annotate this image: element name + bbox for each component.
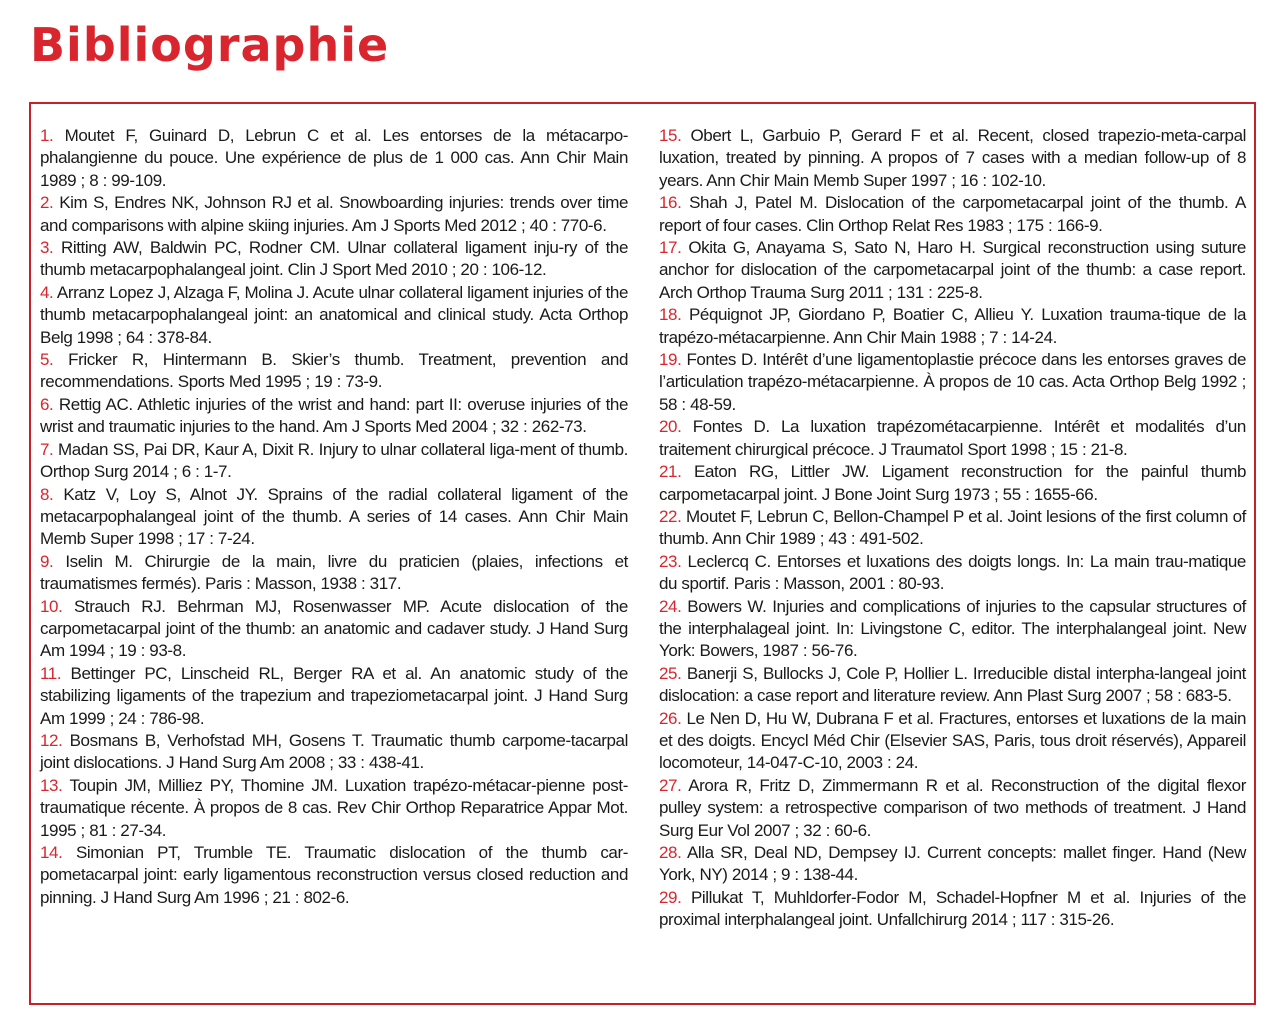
reference-item xyxy=(659,708,1246,775)
reference-text: Madan SS, Pai DR, Kaur A, Dixit R. Injury to ulnar collateral liga-ment of thumb. Orthop Surg 2014 ; 6 : 1-7. xyxy=(40,439,628,482)
reference-text: Eaton RG, Littler JW. Ligament reconstruction for the painful thumb carpometacarpal joint. J Bone Joint Surg 1973 ; 55 : 1655-66. xyxy=(659,462,1247,504)
reference-number: 5. xyxy=(40,350,54,370)
reference-text: Pillukat T, Muhldorfer-Fodor M, Schadel-Hopfner M et al. Injuries of the proximal interphalangeal joint. Unfallchirurg 2014 ; 117 : 315-26. xyxy=(659,887,1246,930)
reference-item xyxy=(40,349,628,394)
reference-number: 8. xyxy=(40,484,54,504)
reference-text: Arranz Lopez J, Alzaga F, Molina J. Acute ulnar collateral ligament injuries of the thumb metacarpophalangeal joint: an anatomical and clinical study. Acta Orthop Belg 1998 ; 64 : 378-84. xyxy=(40,282,628,347)
bibliography-column-left xyxy=(40,125,628,909)
reference-number: 29. xyxy=(659,887,682,907)
reference-text: Toupin JM, Milliez PY, Thomine JM. Luxation trapézo-métacar-pienne post-traumatique récente. À propos de 8 cas. Rev Chir Orthop Reparatrice Appar Mot. 1995 ; 81 : 27-34. xyxy=(40,775,628,840)
reference-text: Okita G, Anayama S, Sato N, Haro H. Surgical reconstruction using suture anchor for dislocation of the carpometacarpal joint of the thumb: a case report. Arch Orthop Trauma Surg 2011 ; 131 : 225-8. xyxy=(659,238,1246,302)
reference-number: 1. xyxy=(40,126,54,145)
reference-number: 27. xyxy=(659,775,682,795)
reference-item xyxy=(40,237,628,282)
reference-item xyxy=(40,596,628,663)
reference-item xyxy=(659,237,1246,304)
reference-item xyxy=(40,551,628,596)
reference-item xyxy=(40,484,628,551)
reference-number: 28. xyxy=(659,843,682,862)
reference-text: Rettig AC. Athletic injuries of the wrist and hand: part II: overuse injuries of the wrist and traumatic injuries to the hand. Am J Sports Med 2004 ; 32 : 262-73. xyxy=(40,394,628,437)
reference-number: 20. xyxy=(659,417,682,437)
reference-number: 13. xyxy=(40,775,63,795)
reference-text: Péquignot JP, Giordano P, Boatier C, Allieu Y. Luxation trauma-tique de la trapézo-métacarpienne. Ann Chir Main 1988 ; 7 : 14-24. xyxy=(659,305,1246,347)
page-title: Bibliographie xyxy=(30,18,390,72)
reference-number: 18. xyxy=(659,305,682,325)
reference-number: 11. xyxy=(40,663,62,683)
reference-item xyxy=(40,282,628,349)
reference-item xyxy=(659,416,1246,461)
reference-number: 26. xyxy=(659,708,682,728)
reference-number: 4. xyxy=(40,282,54,302)
reference-item xyxy=(659,775,1246,842)
reference-text: Simonian PT, Trumble TE. Traumatic dislocation of the thumb car-pometacarpal joint: early ligamentous reconstruction versus closed reduction and pinning. J Hand Surg Am 1996 ; 21 : 802-6. xyxy=(40,843,628,907)
reference-number: 9. xyxy=(40,551,54,571)
reference-number: 14. xyxy=(40,843,63,862)
reference-text: Fontes D. Intérêt d’une ligamentoplastie précoce dans les entorses graves de l’articulation trapézo-métacarpienne. À propos de 10 cas. Acta Orthop Belg 1992 ; 58 : 48-59. xyxy=(659,350,1246,414)
reference-text: Ritting AW, Baldwin PC, Rodner CM. Ulnar collateral ligament inju-ry of the thumb metacarpophalangeal joint. Clin J Sport Med 2010 ; 20 : 106-12. xyxy=(40,238,628,280)
reference-text: Obert L, Garbuio P, Gerard F et al. Recent, closed trapezio-meta-carpal luxation, treated by pinning. A propos of 7 cases with a median follow-up of 8 years. Ann Chir Main Memb Super 1997 ; 16 : 102-10. xyxy=(659,126,1246,190)
reference-text: Shah J, Patel M. Dislocation of the carpometacarpal joint of the thumb. A report of four cases. Clin Orthop Relat Res 1983 ; 175 : 166-9. xyxy=(659,193,1247,235)
bibliography-box xyxy=(29,102,1256,1005)
reference-item xyxy=(40,775,628,842)
reference-text: Fricker R, Hintermann B. Skier’s thumb. Treatment, prevention and recommendations. Sports Med 1995 ; 19 : 73-9. xyxy=(40,350,628,392)
reference-number: 2. xyxy=(40,193,54,213)
reference-text: Katz V, Loy S, Alnot JY. Sprains of the radial collateral ligament of the metacarpophalangeal joint of the thumb. A series of 14 cases. Ann Chir Main Memb Super 1998 ; 17 : 7-24. xyxy=(40,484,628,549)
reference-item xyxy=(40,192,628,237)
reference-number: 3. xyxy=(40,238,54,258)
reference-item xyxy=(659,551,1246,596)
reference-item xyxy=(659,663,1246,708)
reference-number: 23. xyxy=(659,551,682,571)
reference-text: Leclercq C. Entorses et luxations des doigts longs. In: La main trau-matique du sportif. Paris : Masson, 2001 : 80-93. xyxy=(659,551,1246,594)
reference-text: Moutet F, Guinard D, Lebrun C et al. Les entorses de la métacarpo-phalangienne du pouce. Une expérience de plus de 1 000 cas. Ann Chir Main 1989 ; 8 : 99-109. xyxy=(40,126,629,190)
reference-item xyxy=(659,192,1246,237)
reference-number: 24. xyxy=(659,596,682,616)
reference-number: 10. xyxy=(40,596,63,616)
reference-number: 21. xyxy=(659,462,682,482)
reference-item xyxy=(659,506,1246,551)
reference-number: 16. xyxy=(659,193,682,213)
reference-text: Alla SR, Deal ND, Dempsey IJ. Current concepts: mallet finger. Hand (New York, NY) 2014 ; 9 : 138-44. xyxy=(659,843,1246,885)
reference-item xyxy=(659,461,1246,506)
reference-text: Strauch RJ. Behrman MJ, Rosenwasser MP. Acute dislocation of the carpometacarpal joint of the thumb: an anatomic and cadaver study. J Hand Surg Am 1994 ; 19 : 93-8. xyxy=(40,596,628,661)
reference-item xyxy=(40,730,628,775)
reference-text: Le Nen D, Hu W, Dubrana F et al. Fractures, entorses et luxations de la main et des doigts. Encycl Méd Chir (Elsevier SAS, Paris, tous droit réservés), Appareil locomoteur, 14-047-C-10, 2003 : 24. xyxy=(659,708,1247,773)
reference-item xyxy=(659,304,1246,349)
reference-number: 15. xyxy=(659,126,682,145)
reference-item xyxy=(659,349,1246,416)
reference-number: 12. xyxy=(40,730,63,750)
reference-text: Arora R, Fritz D, Zimmermann R et al. Reconstruction of the digital flexor pulley system: a retrospective comparison of two methods of treatment. J Hand Surg Eur Vol 2007 ; 32 : 60-6. xyxy=(659,775,1247,840)
reference-number: 22. xyxy=(659,506,682,526)
reference-number: 25. xyxy=(659,663,682,683)
reference-text: Iselin M. Chirurgie de la main, livre du praticien (plaies, infections et traumatismes fermés). Paris : Masson, 1938 : 317. xyxy=(40,551,628,594)
reference-text: Bettinger PC, Linscheid RL, Berger RA et al. An anatomic study of the stabilizing ligaments of the trapezium and trapeziometacarpal joint. J Hand Surg Am 1999 ; 24 : 786-98. xyxy=(40,663,628,728)
reference-text: Bosmans B, Verhofstad MH, Gosens T. Traumatic thumb carpome-tacarpal joint dislocations. J Hand Surg Am 2008 ; 33 : 438-41. xyxy=(40,730,628,773)
reference-item xyxy=(40,842,628,909)
reference-item xyxy=(659,842,1246,887)
reference-item xyxy=(40,439,628,484)
reference-text: Banerji S, Bullocks J, Cole P, Hollier L. Irreducible distal interpha-langeal joint dislocation: a case report and literature review. Ann Plast Surg 2007 ; 58 : 683-5. xyxy=(659,663,1246,706)
reference-item xyxy=(659,125,1246,192)
reference-text: Fontes D. La luxation trapézométacarpienne. Intérêt et modalités d’un traitement chirurgical précoce. J Traumatol Sport 1998 ; 15 : 21-8. xyxy=(659,417,1246,459)
reference-number: 17. xyxy=(659,238,682,258)
reference-number: 6. xyxy=(40,394,54,414)
reference-number: 7. xyxy=(40,439,54,459)
reference-number: 19. xyxy=(659,350,682,370)
reference-item xyxy=(40,663,628,730)
reference-item xyxy=(659,596,1246,663)
reference-text: Moutet F, Lebrun C, Bellon-Champel P et al. Joint lesions of the first column of thumb. Ann Chir 1989 ; 43 : 491-502. xyxy=(659,506,1247,549)
bibliography-column-right xyxy=(659,125,1246,932)
reference-text: Bowers W. Injuries and complications of injuries to the capsular structures of the interphalageal joint. In: Livingstone C, editor. The interphalangeal joint. New York: Bowers, 1987 : 56-76. xyxy=(659,596,1246,661)
reference-text: Kim S, Endres NK, Johnson RJ et al. Snowboarding injuries: trends over time and comparisons with alpine skiing injuries. Am J Sports Med 2012 ; 40 : 770-6. xyxy=(40,193,629,235)
reference-item xyxy=(659,887,1246,932)
reference-item xyxy=(40,394,628,439)
reference-item xyxy=(40,125,628,192)
